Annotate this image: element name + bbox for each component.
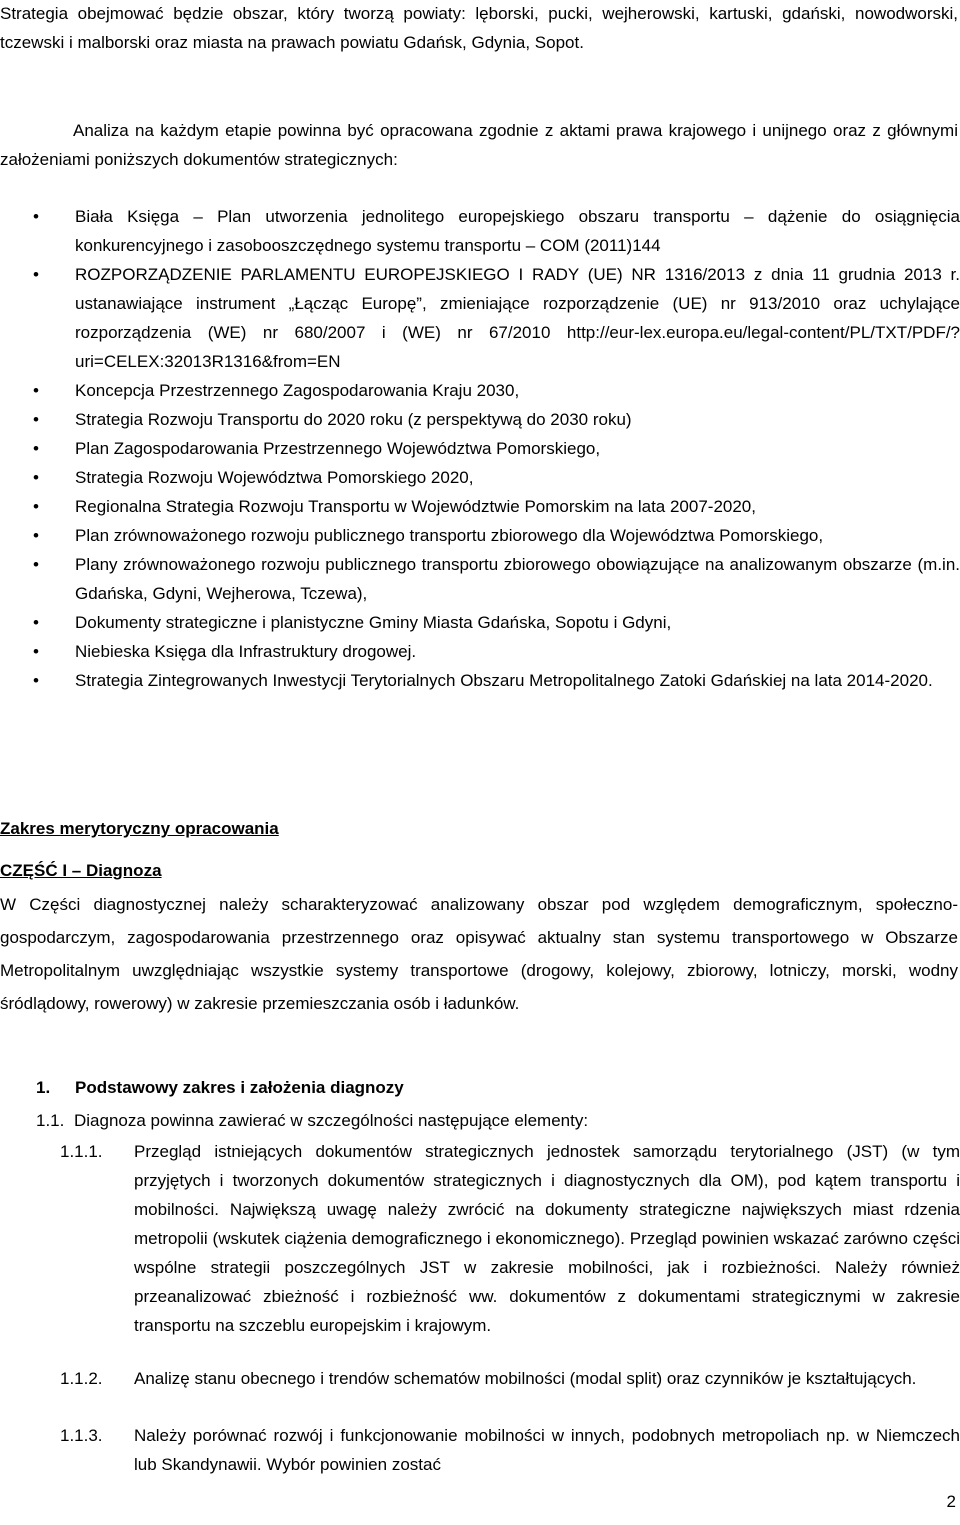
page-number: 2 [946,1492,956,1511]
list-item-text: Koncepcja Przestrzennego Zagospodarowania Kraju 2030, [75,381,520,400]
section-heading-diagnosis: CZĘŚĆ I – Diagnoza [0,861,162,880]
bullet-icon: • [33,613,39,632]
list-item-text: Plan zrównoważonego rozwoju publicznego transportu zbiorowego dla Województwa Pomorskiego, [75,526,824,545]
list-item [30,521,960,550]
subitem-text: Analizę stanu obecnego i trendów schematów mobilności (modal split) oraz czynników je kształtujących. [134,1369,917,1388]
list-item [30,550,960,608]
numbered-subitem [60,1137,960,1340]
analysis-paragraph: Analiza na każdym etapie powinna być opracowana zgodnie z aktami prawa krajowego i unijnego oraz z głównymi założeniami poniższych dokumentów strategicznych: [0,121,958,169]
bullet-icon: • [33,497,39,516]
numbered-heading-1 [36,1073,404,1102]
subitem-text: Należy porównać rozwój i funkcjonowanie mobilności w innych, podobnych metropoliach np. w Niemczech lub Skandynawii. Wybór powinien zostać [134,1426,960,1474]
bullet-icon: • [33,265,39,284]
section-heading-scope: Zakres merytoryczny opracowania [0,819,279,838]
bullet-icon: • [33,642,39,661]
list-item-text: Strategia Rozwoju Transportu do 2020 roku (z perspektywą do 2030 roku) [75,410,632,429]
list-item-text: Regionalna Strategia Rozwoju Transportu w Województwie Pomorskim na lata 2007-2020, [75,497,756,516]
list-item [30,434,960,463]
list-item [30,492,960,521]
list-item [30,608,960,637]
bullet-icon: • [33,526,39,545]
numbered-subitem [60,1421,960,1479]
bullet-icon: • [33,207,39,226]
list-item-text: Plany zrównoważonego rozwoju publicznego transportu zbiorowego obowiązujące na analizowanym obszarze (m.in. Gdańska, Gdyni, Wejherowa, Tczewa), [75,555,960,603]
list-item [30,405,960,434]
bullet-icon: • [33,555,39,574]
list-item [30,463,960,492]
documents-list [30,202,960,695]
list-item [30,637,960,666]
subitem-text: Przegląd istniejących dokumentów strategicznych jednostek samorządu terytorialnego (JST) (w tym przyjętych i tworzonych dokumentów strategicznych i diagnostycznych dla OM), pod kątem transportu i mobilności. Największą uwagę należy zwrócić na dokumenty strategiczne największych miast rdzenia metropolii (wskutek ciążenia demograficznego i ekonomicznego). Przegląd powinien wskazać zarówno części wspólne strategii poszczególnych JST w zakresie mobilności, jak i rozbieżności. Należy również przeanalizować zbieżność i rozbieżność ww. dokumentów z dokumentami strategicznymi w zakresie transportu na szczeblu europejskim i krajowym. [134,1142,960,1335]
subitem-number: 1.1.2. [60,1369,103,1388]
bullet-icon: • [33,439,39,458]
bullet-icon: • [33,468,39,487]
heading-title: Podstawowy zakres i założenia diagnozy [75,1078,404,1097]
list-item-text: Niebieska Księga dla Infrastruktury drogowej. [75,642,417,661]
list-item-text: Plan Zagospodarowania Przestrzennego Województwa Pomorskiego, [75,439,601,458]
diagnosis-paragraph: W Części diagnostycznej należy scharakteryzować analizowany obszar pod względem demograficznym, społeczno-gospodarczym, zagospodarowania przestrzennego oraz opisywać aktualny stan systemu transportowego w Obszarze Metropolitalnym uwzględniając wszystkie systemy transportowe (drogowy, kolejowy, zbiorowy, lotniczy, morski, wodny śródlądowy, rowerowy) w zakresie przemieszczania osób i ładunków. [0,895,958,1013]
intro-paragraph: Strategia obejmować będzie obszar, który tworzą powiaty: lęborski, pucki, wejherowski, kartuski, gdański, nowodworski, tczewski i malborski oraz miasta na prawach powiatu Gdańsk, Gdynia, Sopot. [0,4,958,52]
numbered-subitem [60,1364,960,1393]
list-item [30,376,960,405]
subitem-number: 1.1.3. [60,1426,103,1445]
heading-number: 1. [36,1078,51,1097]
list-item [30,666,960,695]
bullet-icon: • [33,410,39,429]
list-item-text: ROZPORZĄDZENIE PARLAMENTU EUROPEJSKIEGO I RADY (UE) NR 1316/2013 z dnia 11 grudnia 2013 r. ustanawiające instrument „Łącząc Europę”, zmieniające rozporządzenie (UE) nr 913/2010 oraz uchylające rozporządzenia (WE) nr 680/2007 i (WE) nr 67/2010 http://eur-lex.europa.eu/legal-content/PL/TXT/PDF/?uri=CELEX:32013R1316&from=EN [75,265,960,371]
item-number: 1.1. [36,1111,65,1130]
list-item-text: Biała Księga – Plan utworzenia jednolitego europejskiego obszaru transportu – dążenie do osiągnięcia konkurencyjnego i zasobooszczędnego systemu transportu – COM (2011)144 [75,207,960,255]
list-item-text: Strategia Rozwoju Województwa Pomorskiego 2020, [75,468,474,487]
subitem-number: 1.1.1. [60,1142,103,1161]
bullet-icon: • [33,381,39,400]
list-item [30,260,960,376]
list-item [30,202,960,260]
list-item-text: Dokumenty strategiczne i planistyczne Gminy Miasta Gdańska, Sopotu i Gdyni, [75,613,672,632]
numbered-item-1-1 [36,1106,588,1135]
list-item-text: Strategia Zintegrowanych Inwestycji Terytorialnych Obszaru Metropolitalnego Zatoki Gdańskiej na lata 2014-2020. [75,671,933,690]
bullet-icon: • [33,671,39,690]
item-text: Diagnoza powinna zawierać w szczególności następujące elementy: [74,1111,589,1130]
